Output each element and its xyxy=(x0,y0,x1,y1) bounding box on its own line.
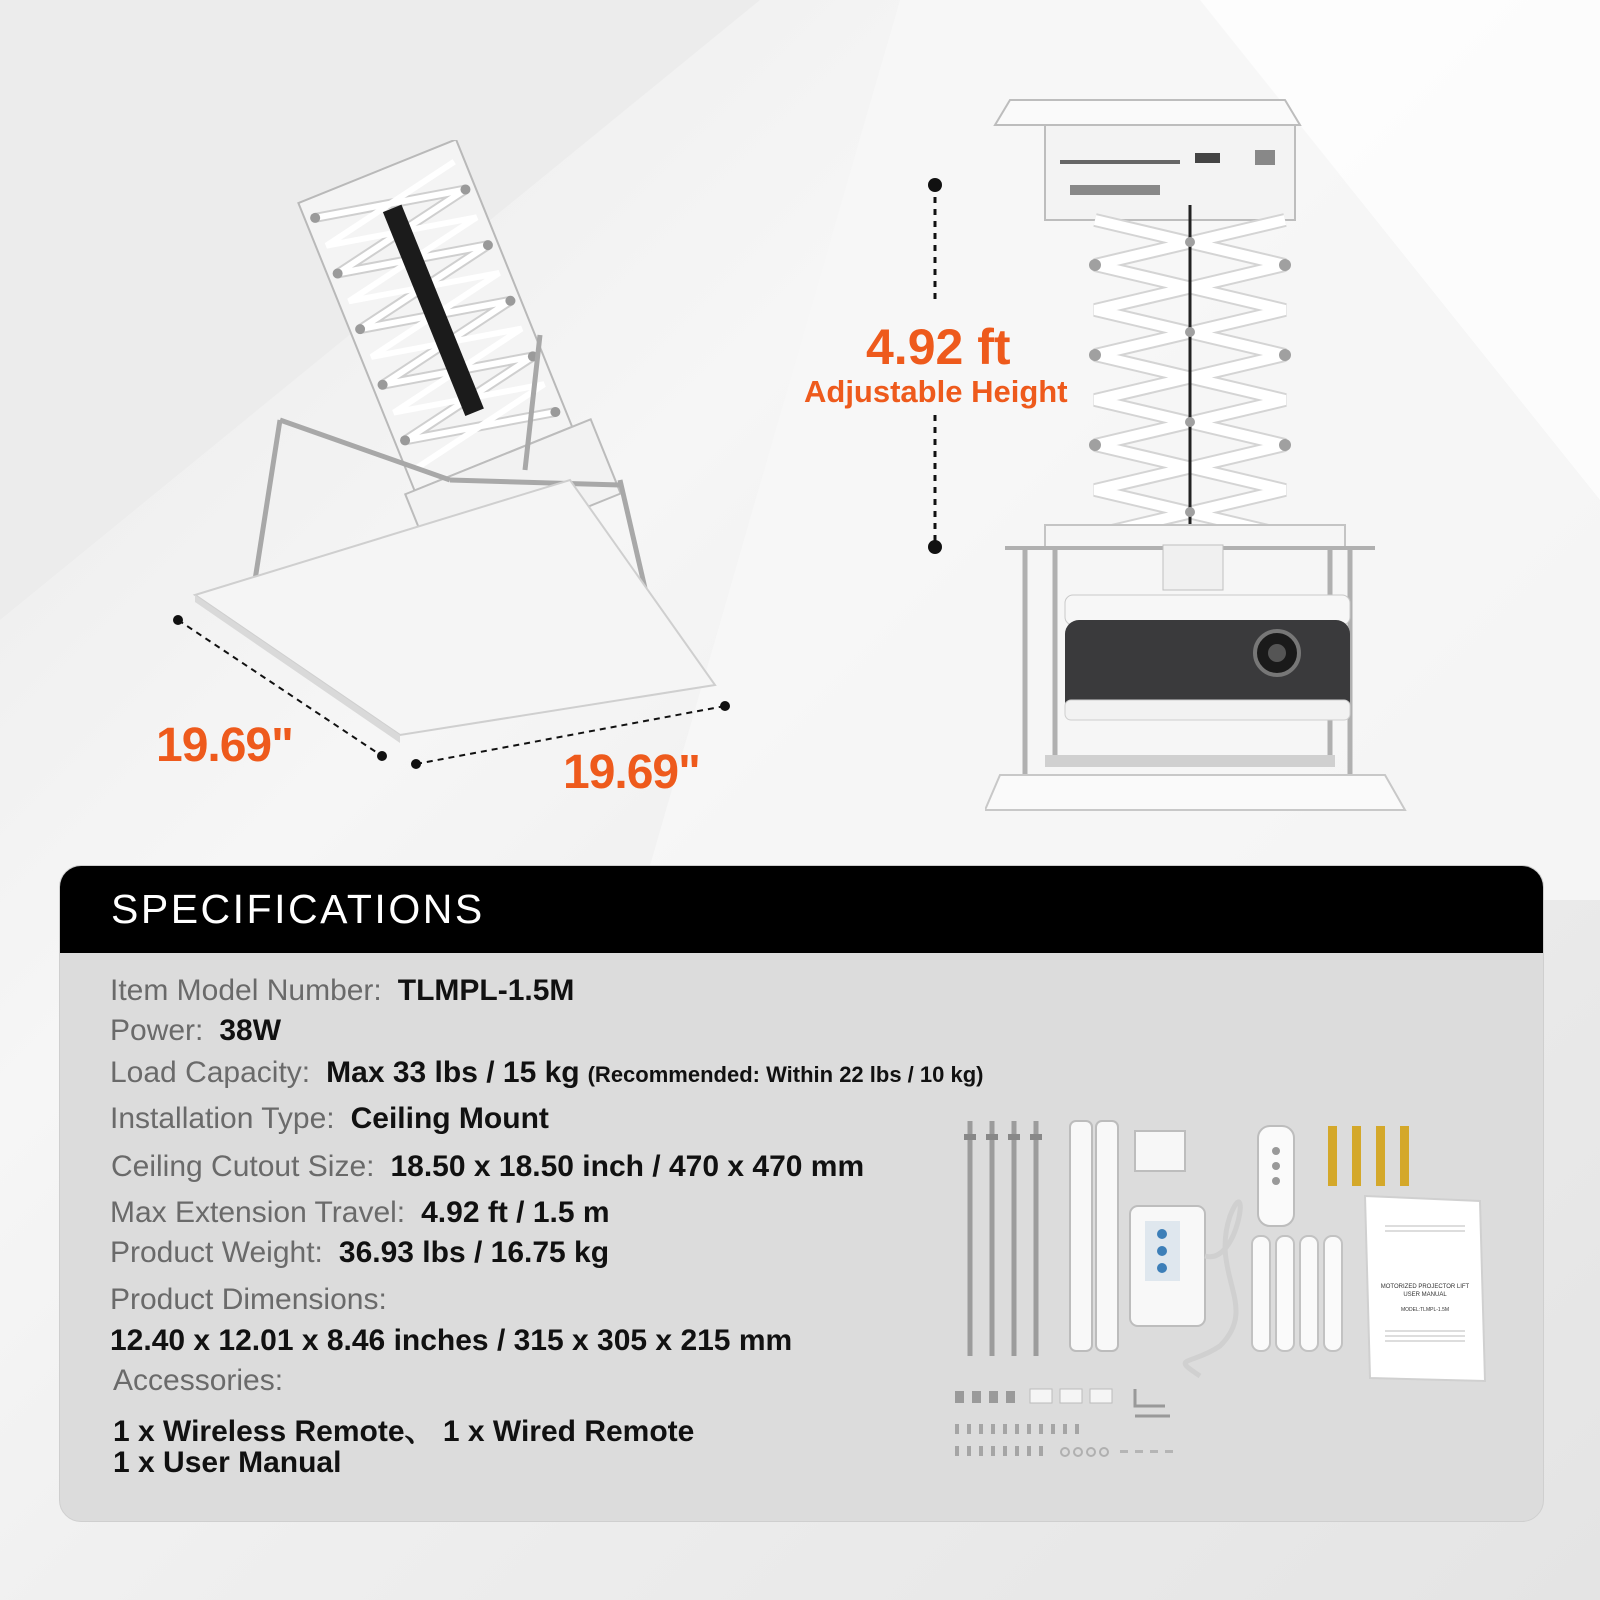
spec-travel-value: 4.92 ft / 1.5 m xyxy=(421,1196,610,1229)
width-dimension-lines xyxy=(0,0,800,800)
spec-travel xyxy=(110,1196,610,1230)
spec-install xyxy=(110,1102,549,1136)
spec-accessories-line1: 1 x Wireless Remote、 1 x Wired Remote xyxy=(113,1415,695,1448)
manual-title: MOTORIZED PROJECTOR LIFT xyxy=(1380,1284,1470,1290)
specifications-header xyxy=(60,866,1543,953)
spec-weight xyxy=(110,1236,609,1270)
spec-dimensions-value: 12.40 x 12.01 x 8.46 inches / 315 x 305 x 215 mm xyxy=(110,1324,793,1357)
spec-load-note: (Recommended: Within 22 lbs / 10 kg) xyxy=(587,1062,984,1087)
spec-cutout xyxy=(111,1150,864,1184)
spec-install-value: Ceiling Mount xyxy=(350,1102,549,1135)
manual-subtitle: USER MANUAL xyxy=(1403,1292,1447,1298)
spec-dimensions-label: Product Dimensions: xyxy=(110,1283,387,1316)
spec-model xyxy=(110,974,574,1008)
spec-install-label: Installation Type: xyxy=(110,1102,335,1135)
spec-accessories-label: Accessories: xyxy=(113,1364,284,1397)
accessories-image xyxy=(940,1106,1500,1486)
spec-load xyxy=(110,1056,983,1090)
specifications-title: SPECIFICATIONS xyxy=(111,886,485,932)
spec-load-label: Load Capacity: xyxy=(110,1056,311,1089)
height-caption: Adjustable Height xyxy=(804,374,1068,409)
spec-model-label: Item Model Number: xyxy=(110,974,382,1007)
spec-accessories-line2: 1 x User Manual xyxy=(113,1446,342,1479)
lift-extended-image xyxy=(985,95,1425,815)
spec-model-value: TLMPL-1.5M xyxy=(397,974,575,1007)
spec-travel-label: Max Extension Travel: xyxy=(110,1196,406,1229)
spec-load-value: Max 33 lbs / 15 kg xyxy=(326,1056,580,1089)
spec-cutout-value: 18.50 x 18.50 inch / 470 x 470 mm xyxy=(390,1150,865,1183)
width-label-left: 19.69" xyxy=(156,719,293,772)
height-value: 4.92 ft xyxy=(866,319,1011,375)
spec-cutout-label: Ceiling Cutout Size: xyxy=(111,1150,375,1183)
spec-dimensions xyxy=(110,1283,403,1317)
manual-model: MODEL:TLMPL-1.5M xyxy=(1400,1307,1450,1313)
spec-weight-value: 36.93 lbs / 16.75 kg xyxy=(338,1236,610,1269)
width-label-right: 19.69" xyxy=(563,746,700,799)
specifications-panel xyxy=(59,865,1544,1522)
spec-accessories xyxy=(113,1364,299,1398)
spec-power-value: 38W xyxy=(219,1014,282,1047)
spec-power xyxy=(110,1014,281,1048)
spec-power-label: Power: xyxy=(110,1014,204,1047)
spec-weight-label: Product Weight: xyxy=(110,1236,323,1269)
